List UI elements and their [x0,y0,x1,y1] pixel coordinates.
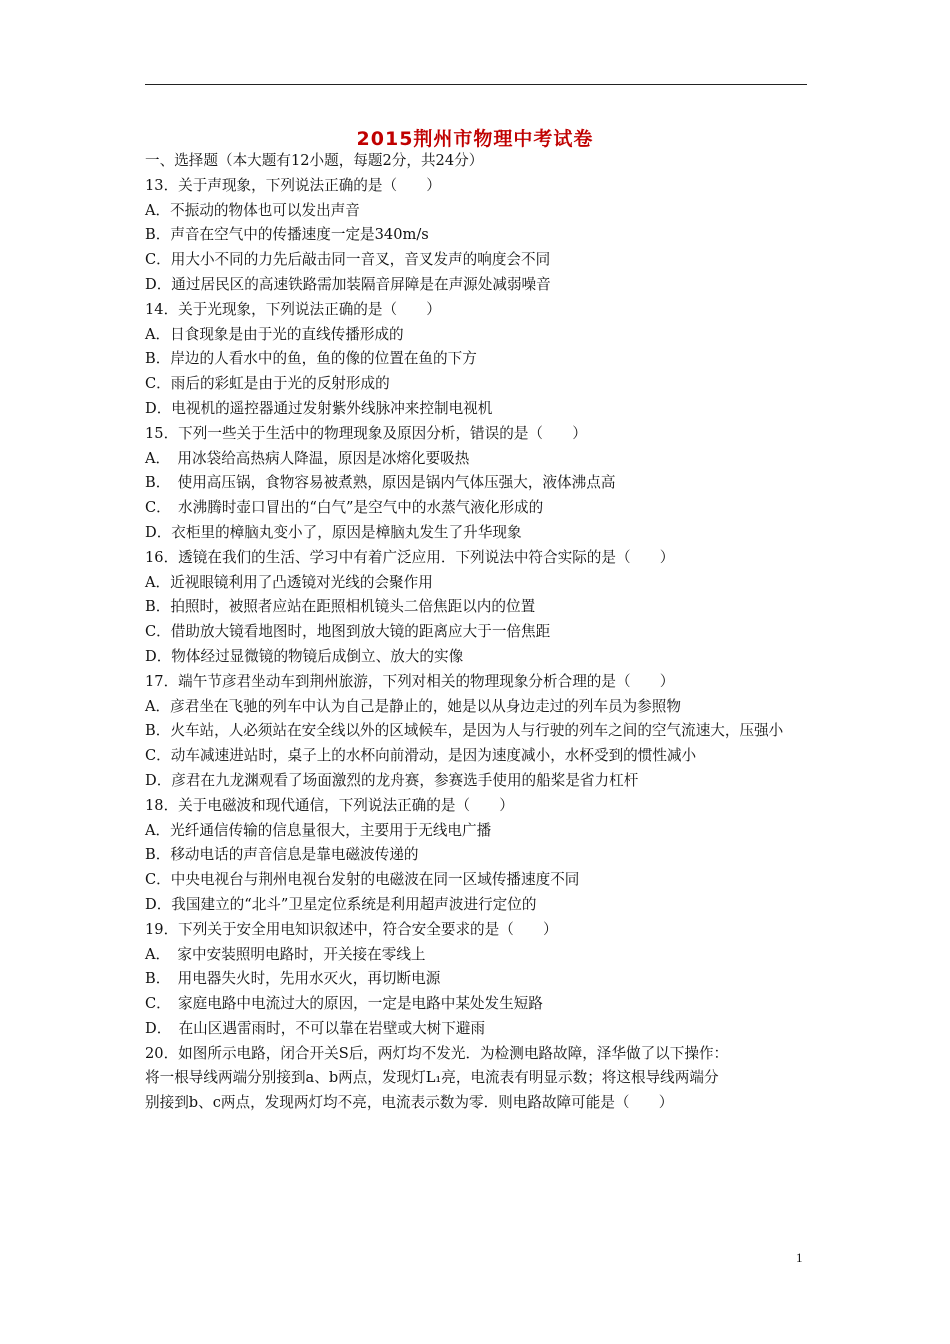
question-16-stem: 16．透镜在我们的生活、学习中有着广泛应用．下列说法中符合实际的是（ ） [145,548,675,566]
question-20-stem-line-3: 别接到b、c两点，发现两灯均不亮，电流表示数为零．则电路故障可能是（ ） [145,1094,674,1112]
question-19-option-a: A． 家中安装照明电路时，开关接在零线上 [145,945,426,963]
question-18-option-d: D．我国建立的“北斗”卫星定位系统是利用超声波进行定位的 [145,895,537,913]
question-20-stem-line-2: 将一根导线两端分别接到a、b两点，发现灯L₁亮，电流表有明显示数；将这根导线两端分 [145,1069,719,1087]
question-19-option-c: C． 家庭电路中电流过大的原因，一定是电路中某处发生短路 [145,995,543,1013]
question-20-stem-line-1: 20．如图所示电路，闭合开关S后，两灯均不发光．为检测电路故障，泽华做了以下操作： [145,1044,729,1062]
question-15-option-d: D．衣柜里的樟脑丸变小了，原因是樟脑丸发生了升华现象 [145,523,522,541]
header-rule [145,84,807,85]
question-13-stem: 13．关于声现象，下列说法正确的是（ ） [145,176,441,194]
question-15-option-c: C． 水沸腾时壶口冒出的“白气”是空气中的水蒸气液化形成的 [145,499,544,517]
question-15-option-a: A． 用冰袋给高热病人降温，原因是冰熔化要吸热 [145,449,470,467]
question-13-option-b: B．声音在空气中的传播速度一定是340m/s [145,226,429,244]
question-18-option-a: A．光纤通信传输的信息量很大，主要用于无线电广播 [145,821,492,839]
question-17-option-a: A．彦君坐在飞驰的列车中认为自己是静止的，她是以从身边走过的列车员为参照物 [145,697,681,715]
question-16-option-b: B．拍照时，被照者应站在距照相机镜头二倍焦距以内的位置 [145,598,536,616]
exam-content [145,149,815,1116]
question-19-option-b: B． 用电器失火时，先用水灭火，再切断电源 [145,970,441,988]
page-number: 1 [796,1250,803,1265]
question-15-stem: 15．下列一些关于生活中的物理现象及原因分析，错误的是（ ） [145,424,587,442]
question-15-option-b: B． 使用高压锅，食物容易被煮熟，原因是锅内气体压强大，液体沸点高 [145,474,616,492]
exam-title: 2015荆州市物理中考试卷 [356,128,594,150]
question-18-stem: 18．关于电磁波和现代通信，下列说法正确的是（ ） [145,796,514,814]
question-17-stem: 17．端午节彦君坐动车到荆州旅游，下列对相关的物理现象分析合理的是（ ） [145,672,675,690]
question-13-option-d: D．通过居民区的高速铁路需加装隔音屏障是在声源处减弱噪音 [145,275,551,293]
question-14-option-b: B．岸边的人看水中的鱼，鱼的像的位置在鱼的下方 [145,350,477,368]
question-18-option-c: C．中央电视台与荆州电视台发射的电磁波在同一区域传播速度不同 [145,871,580,889]
question-14-option-a: A．日食现象是由于光的直线传播形成的 [145,325,404,343]
section-heading: 一、选择题（本大题有12小题，每题2分，共24分） [145,152,484,169]
question-13-option-a: A．不振动的物体也可以发出声音 [145,201,360,219]
question-17-option-b: B．火车站，人必须站在安全线以外的区域候车，是因为人与行驶的列车之间的空气流速大，压强小 [145,722,784,740]
question-14-option-d: D．电视机的遥控器通过发射紫外线脉冲来控制电视机 [145,399,493,417]
question-16-option-c: C．借助放大镜看地图时，地图到放大镜的距离应大于一倍焦距 [145,623,551,641]
question-14-option-c: C．雨后的彩虹是由于光的反射形成的 [145,375,390,393]
question-14-stem: 14．关于光现象，下列说法正确的是（ ） [145,300,441,318]
question-19-option-d: D． 在山区遇雷雨时，不可以靠在岩壁或大树下避雨 [145,1019,486,1037]
question-13-option-c: C．用大小不同的力先后敲击同一音叉，音叉发声的响度会不同 [145,251,551,269]
question-19-stem: 19．下列关于安全用电知识叙述中，符合安全要求的是（ ） [145,920,558,938]
question-17-option-d: D．彦君在九龙渊观看了场面激烈的龙舟赛，参赛选手使用的船桨是省力杠杆 [145,771,639,789]
question-18-option-b: B．移动电话的声音信息是靠电磁波传递的 [145,846,419,864]
question-16-option-a: A．近视眼镜利用了凸透镜对光线的会聚作用 [145,573,433,591]
question-17-option-c: C．动车减速进站时，桌子上的水杯向前滑动，是因为速度减小，水杯受到的惯性减小 [145,747,697,765]
question-16-option-d: D．物体经过显微镜的物镜后成倒立、放大的实像 [145,647,464,665]
